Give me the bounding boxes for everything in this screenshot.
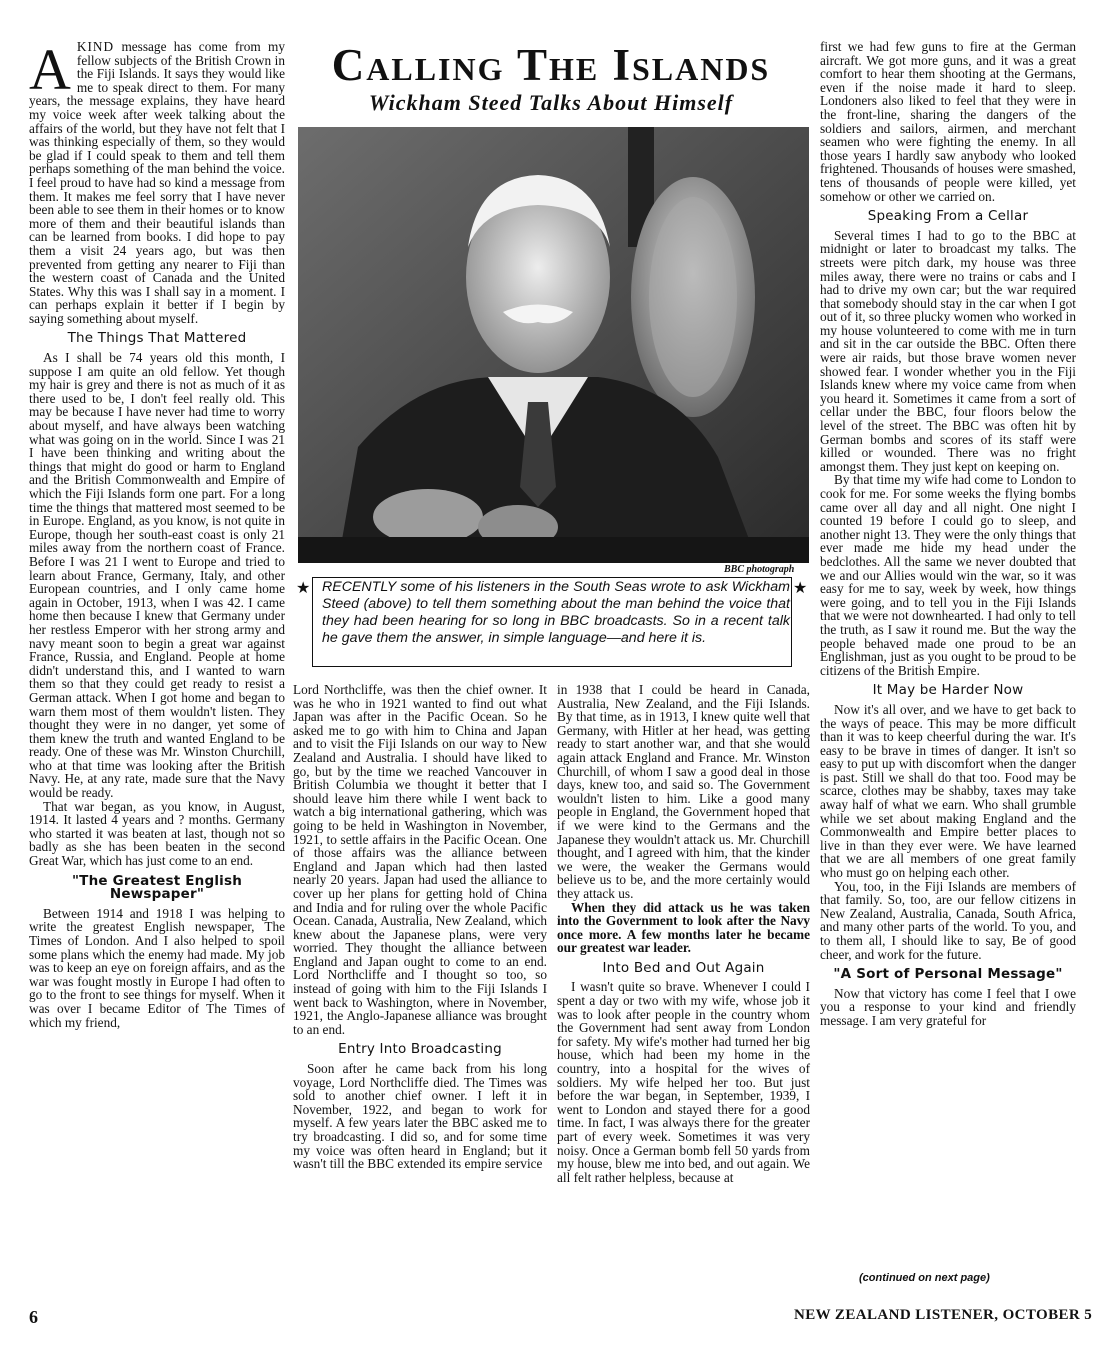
paragraph: That war began, as you know, in August, 1914. It lasted 4 years and ? months. Germany who started it was beaten at last, though not so badly as she has been beaten in the second Great War, which has just come to an end. — [29, 798, 285, 869]
continued-note: (continued on next page) — [859, 1272, 990, 1284]
photo-credit: BBC photograph — [724, 564, 795, 575]
paragraph: When they did attack us he was taken into the Government to look after the Navy once more. A few months later he became our greatest war leader. — [557, 899, 810, 956]
portrait-illustration — [298, 127, 809, 563]
article-subtitle: Wickham Steed Talks About Himself — [368, 90, 734, 115]
paragraph: Now that victory has come I feel that I owe you a response to your kind and friendly message. I am very grateful for — [820, 985, 1076, 1028]
article-title: Calling The Islands — [331, 40, 771, 90]
subheading-things-that-mattered: The Things That Mattered — [67, 330, 247, 347]
paragraph: first we had few guns to fire at the German aircraft. We got more guns, and it was a great comfort to hear them shooting at the Germans, even if the noise made it hard to sleep. Londoners also liked to feel that they were in the front-line, sharing the dangers of the soldiers and sailors, airmen, and merchant seamen who were fighting the enemy. In all those years I hardly saw anybody who looked frightened. Thousands of houses were smashed, tens of thousands of people were killed, yet somehow or other we carried on. — [820, 39, 1076, 204]
paragraph: Soon after he came back from his long voyage, Lord Northcliffe died. The Times was sold to another chief owner. I left it in November, 1922, and began to work for myself. A few years later the BBC asked me to try broadcasting. I did so, and for some time my voice was often heard in England; but it wasn't till the BBC extended its empire service — [293, 1061, 547, 1172]
paragraph: As I shall be 74 years old this month, I suppose I am quite an old fellow. Yet though my hair is grey and there is not as much of it as there used to be, I don't feel really old. This may be because I have never had time to worry about myself, and have always been watching what was going on in the world. Since I was 21 I have been thinking and writing about the things that might do good or harm to England and the British Commonwealth and Empire of which the Fiji Islands form one part. For a long time the things that mattered most seemed to be in Europe. England, as you know, is not quite in Europe, though her south-east coast is only 21 miles away from the northern coast of France. Before I was 21 I went to Europe and tried to learn about France, Germany, Italy, and other European countries, and I only came home again in October, 1913, when I was 42. I came home then because I knew that Germany under her restless Emperor with her strong army and navy meant soon to begin a great war against France, Russia, and England. People at home didn't understand this, and I wanted to warn them so that they could get ready to resist a German attack. When I got home and began to warn them most of them wouldn't listen. They thought they were in no danger, yet some of them knew the truth and wanted England to be ready. One of these was Mr. Winston Churchill, who at that time was looking after the British Navy. He, at any rate, made sure that the Navy would be ready. — [29, 350, 285, 801]
portrait-photo — [298, 127, 809, 563]
star-icon: ★ — [793, 580, 808, 597]
subheading-harder-now: It May be Harder Now — [872, 682, 1024, 699]
column-2 — [293, 683, 547, 1171]
paragraph: You, too, in the Fiji Islands are members of that family. So, too, are our fellow citizens in New Zealand, Australia, Canada, South Africa, and many other parts of the world. To you, and to them all, I should like to say, Be of good cheer, and work for the future. — [820, 878, 1076, 962]
paragraph-text: message has come from my fellow subjects of the British Crown in the Fiji Islands. It says they would like me to speak direct to them. For many years, the message explains, they have heard my voice week after week talking about the affairs of the world, but they have not felt that I was thinking especially of them, so they would be glad if I could speak to them and tell them perhaps something of the man behind the voice. I feel proud to have had so kind a message from them. It makes me feel sorry that I have never been able to see them in their homes or to know more of them and their beautiful islands than can be learned from books. I did hope to pay them a visit 24 years ago, but was then prevented from getting any nearer to Fiji than the western coast of Canada and the United States. Why this was I shall say in a moment. I can perhaps explain it better if I begin by saying something about myself. — [29, 39, 286, 326]
subheading-personal-message: "A Sort of Personal Message" — [833, 966, 1063, 983]
publication-footer: NEW ZEALAND LISTENER, OCTOBER 5 — [794, 1307, 1093, 1323]
column-1 — [29, 37, 286, 1030]
column-3 — [557, 683, 810, 1184]
paragraph: Now it's all over, and we have to get back to the ways of peace. This may be more difficult than it was to keep cheerful during the war. It's easy to be brave in times of danger. It isn't so easy to put up with discomfort when the danger is past. Still we shall do that too. Food may be scarce, clothes may be shabby, taxes may take away half of what we earn. Who shall grumble while we set about making England and the Commonwealth and Empire better places to live in than they ever were. We have learned that we are all members of one great family who must go on helping each other. — [820, 701, 1076, 881]
opening-paragraph — [29, 37, 286, 326]
column-4 — [820, 40, 1076, 1028]
paragraph: Lord Northcliffe, was then the chief owner. It was he who in 1921 wanted to find out what Japan was after in the Pacific Ocean. So he asked me to go with him to China and Japan and to visit the Fiji Islands on our way to New Zealand and Australia. I should have liked to go, but by the time we reached Vancouver in British Columbia we thought it better that I should leave him there while I went back to watch a big international gathering, which was going to be held in Washington in November, 1921, to settle affairs in the Pacific Ocean. One of those affairs was the alliance between England and Japan which had then lasted nearly 20 years. Japan had used the alliance to cover up her plans for getting hold of China and India and for ruling over the whole Pacific Ocean. Canada, Australia, New Zealand, which knew about the Japanese plans, were very worried. They thought the alliance between England and Japan ought to come to an end. Lord Northcliffe and I thought so too, so instead of going with him to the Fiji Islands I went back to Washington, where in November, 1921, the Anglo-Japanese alliance was brought to an end. — [293, 682, 547, 1037]
paragraph: Between 1914 and 1918 I was helping to write the greatest English newspaper, The Times of London. And I also helped to spoil some plans which the enemy had made. My job was to keep an eye on foreign affairs, and as the war was fought mostly in Europe I had often to go to the front to see things for myself. When it was over I became Editor of The Times of which my friend, — [29, 905, 285, 1030]
subheading-entry-into-broadcasting: Entry Into Broadcasting — [338, 1041, 502, 1058]
subheading-into-bed: Into Bed and Out Again — [602, 959, 765, 976]
subheading-speaking-from-cellar: Speaking From a Cellar — [867, 208, 1029, 225]
paragraph: Several times I had to go to the BBC at midnight or later to broadcast my talks. The streets were pitch dark, my house was three miles away, there were no trains or cabs and I had to drive my own car; but the war required that somebody should stay in the car when I got out of it, so three plucky women who worked in my house volunteered to come with me in turn and sit in the car outside the BBC. Often there were air raids, but those brave women never showed fear. I wonder whether you in the Fiji Islands knew where my voice came from when you heard it. Sometimes it came from a sort of cellar under the BBC, four floors below the level of the street. The BBC was often hit by German bombs and scores of its staff were killed or wounded. There was no fright amongst them. They just kept on keeping on. — [820, 227, 1076, 474]
paragraph: By that time my wife had come to London to cook for me. For some weeks the flying bombs came over all day and all night. One night I counted 19 before I could go to sleep, and another night 13. They were the only things that ever made me hide my head under the bedclothes. All the same we never doubted that we and our Allies would win the war, so it was easy for me to say, week by week, how things were going, and to tell you in the Fiji Islands that we were not downhearted. I had only to tell the truth, as I saw it round me. But the way the people behaved made one proud to be an Englishman, just as you ought to be proud to be citizens of the British Empire. — [820, 472, 1076, 678]
lead-word: KIND — [76, 39, 115, 54]
page-number: 6 — [29, 1307, 38, 1327]
paragraph: I wasn't quite so brave. Whenever I could I spent a day or two with my wife, whose job it was to look after people in the country whom the Government had sent away from London for safety. My wife's mother had turned her big house, which had been my home in the country, into a hospital for the wives of soldiers. My wife helped her too. But just before the war began, in September, 1939, I went to London and stayed there for a good time. In fact, I was always there for the greater part of every week. Sometimes it was very noisy. Once a German bomb fell 50 yards from my house, blew me into bed, and out again. We all felt rather helpless, because at — [557, 979, 810, 1185]
intro-text: RECENTLY some of his listeners in the South Seas wrote to ask Wickham Steed (above) to tell them something about the man behind the voice that they had been hearing for so long in BBC broadcasts. So in a recent talk he gave them the answer, in simple language—and here it is. — [322, 579, 790, 646]
subheading-greatest-newspaper: "The Greatest English Newspaper" — [71, 872, 243, 903]
paragraph: in 1938 that I could be heard in Canada, Australia, New Zealand, and the Fiji Islands. By that time, as in 1913, I knew quite well that Germany, with Hitler at her head, was getting ready to start another war, and that she would again attack England and France. Mr. Winston Churchill, of whom I saw a good deal in those days, knew too, and said so. The Government wouldn't listen to him. Like a good many people in England, the Government hoped that if we were kind to the Germans and the Japanese they wouldn't attack us. Mr. Churchill thought, and I agreed with him, that the kinder we were, the weaker the Germans would believe us to be, and the more certainly would they attack us. — [557, 682, 810, 901]
drop-cap: A — [29, 37, 71, 102]
star-icon: ★ — [296, 580, 311, 597]
